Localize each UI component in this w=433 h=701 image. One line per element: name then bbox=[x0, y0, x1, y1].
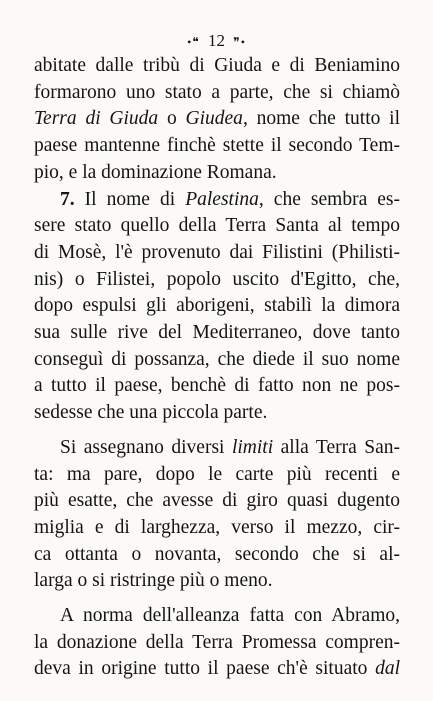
text-line: deva in origine tutto il paese ch'è situato dal bbox=[34, 658, 400, 680]
text-line: nis) o Filistei, popolo uscito d'Egitto, che, bbox=[34, 268, 400, 290]
text-line: conseguì di possanza, che diede il suo nome bbox=[34, 348, 400, 370]
text-line: Terra di Giuda o Giudea, nome che tutto il bbox=[34, 108, 400, 130]
text-line: dopo espulsi gli aborigeni, stabilì la dimora bbox=[34, 295, 400, 317]
text-line: a tutto il paese, benchè di fatto non ne pos- bbox=[34, 375, 400, 397]
text-line: paese mantenne finchè stette il secondo Tem- bbox=[34, 135, 400, 157]
text-line: Si assegnano diversi limiti alla Terra San- bbox=[60, 436, 401, 458]
italic-term: dal bbox=[375, 658, 400, 680]
text-line: sedesse che una piccola parte. bbox=[34, 402, 268, 424]
text-line: abitate dalle tribù di Giuda e di Beniamino bbox=[34, 55, 400, 76]
italic-term: Palestina bbox=[185, 188, 259, 210]
text-line: ca ottanta o novanta, secondo che si al- bbox=[34, 543, 400, 565]
paragraph-gap bbox=[34, 595, 400, 603]
text-line: più esatte, che avesse di giro quasi dugento bbox=[34, 490, 400, 512]
section-number: 7. bbox=[60, 188, 75, 210]
text-line: 7. Il nome di Palestina, che sembra es- bbox=[60, 188, 401, 210]
italic-term: Giudea bbox=[185, 108, 243, 130]
text-line: miglia e di larghezza, verso il mezzo, cir- bbox=[34, 516, 400, 538]
text-line: formarono uno stato a parte, che si chiamò bbox=[34, 81, 400, 103]
text-line: la donazione della Terra Promessa compren- bbox=[34, 631, 400, 653]
ornament-left: •❝ bbox=[187, 35, 200, 49]
text-line: ta: ma pare, dopo le carte più recenti e bbox=[34, 463, 400, 485]
text-line: sua sulle rive del Mediterraneo, dove tanto bbox=[34, 322, 400, 344]
italic-term: Terra di Giuda bbox=[34, 108, 159, 130]
text-line: di Mosè, l'è provenuto dai Filistini (Philisti- bbox=[34, 241, 400, 263]
text-line: larga o si ristringe più o meno. bbox=[34, 570, 273, 592]
paragraph-gap bbox=[34, 427, 400, 435]
body-text bbox=[34, 53, 400, 683]
text-line: A norma dell'alleanza fatta con Abramo, bbox=[60, 605, 400, 627]
page-number: 12 bbox=[208, 31, 225, 50]
text-line: sere stato quello della Terra Santa al tempo bbox=[34, 215, 400, 237]
page-header bbox=[0, 31, 433, 51]
ornament-right: ❞• bbox=[233, 35, 246, 49]
italic-term: limiti bbox=[231, 436, 274, 458]
text-line: pio, e la dominazione Romana. bbox=[34, 161, 277, 183]
